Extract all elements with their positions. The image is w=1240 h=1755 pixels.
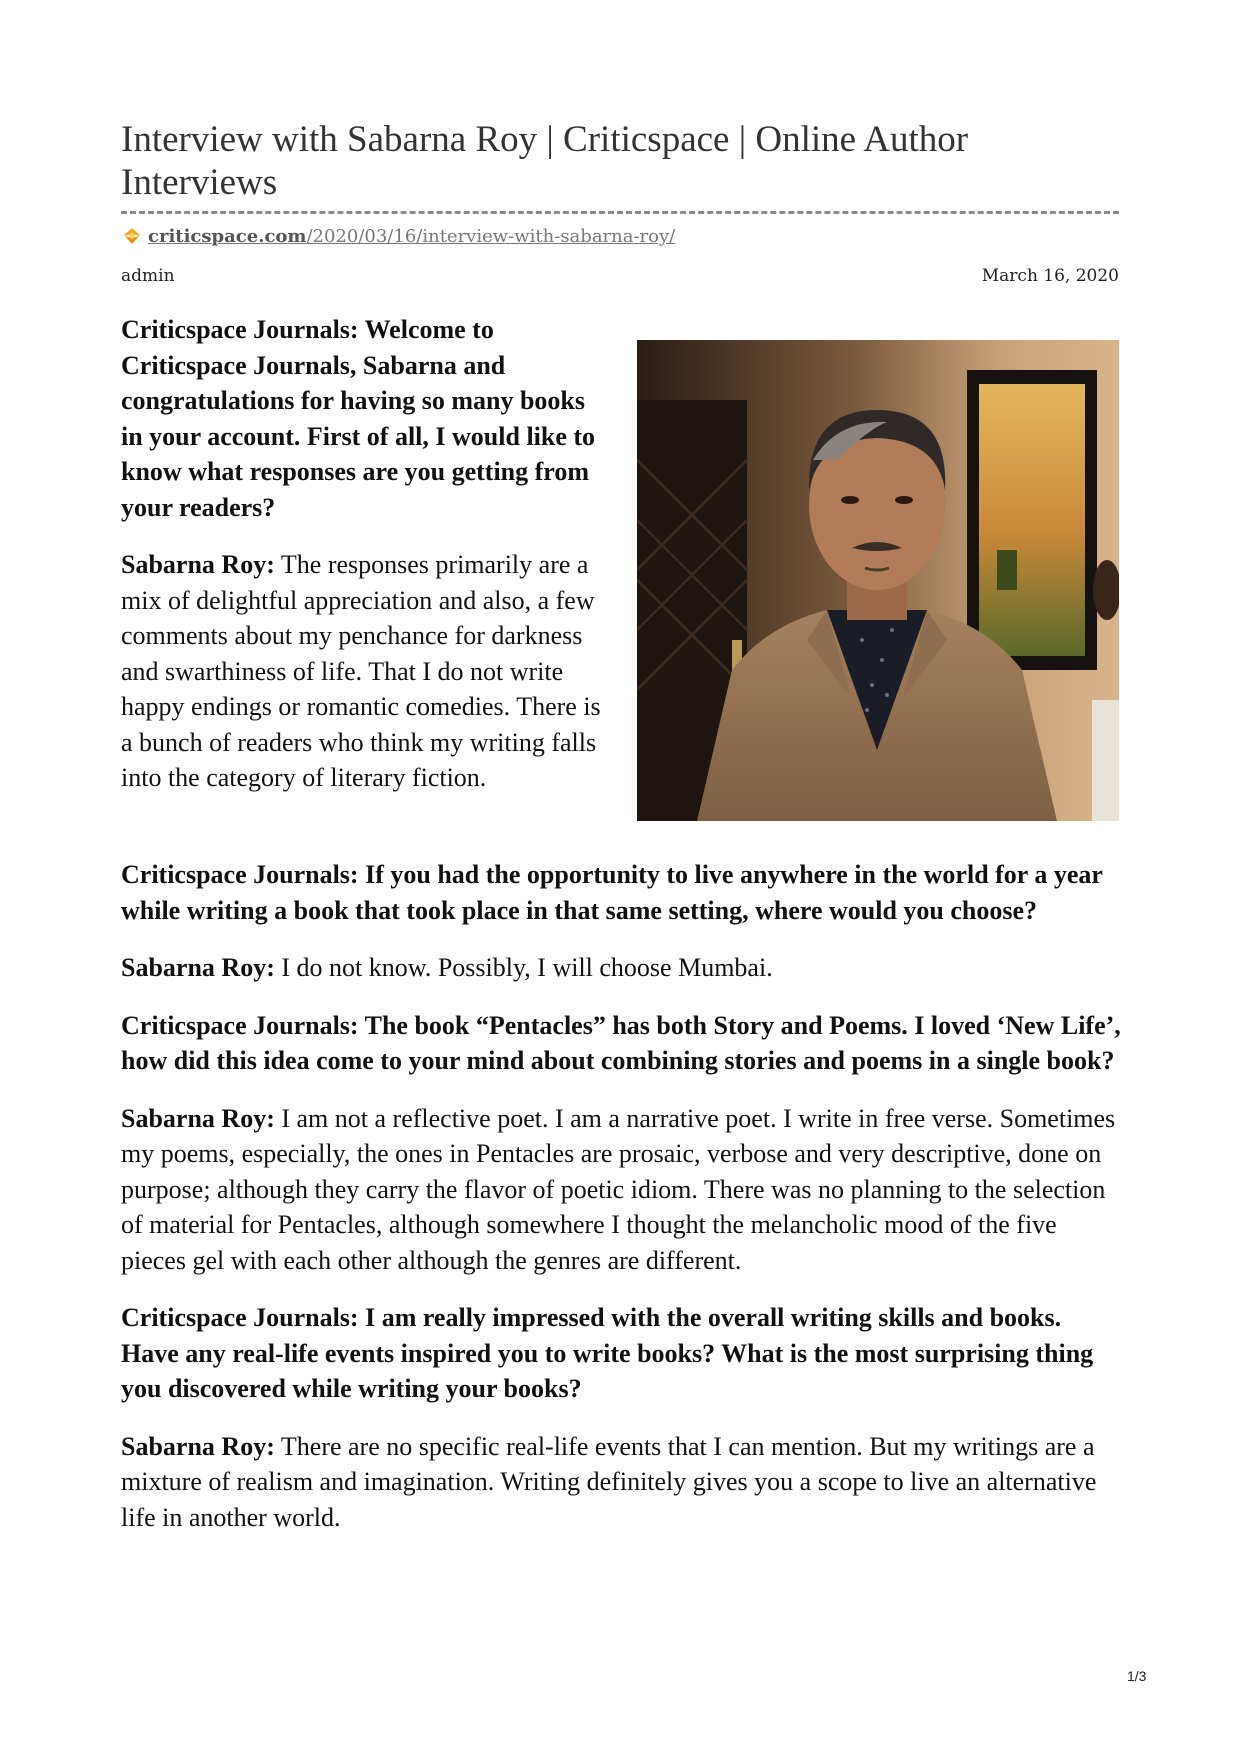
page-number: 1/3 [1127, 1668, 1147, 1684]
answer-2-text: I do not know. Possibly, I will choose Mumbai. [281, 953, 773, 982]
question-2: Criticspace Journals: If you had the opportunity to live anywhere in the world for a year while writing a book that took place in that same setting, where would you choose? [121, 860, 1103, 925]
answer-4 [121, 1429, 1121, 1536]
post-author: admin [121, 266, 175, 286]
answer-1-speaker: Sabarna Roy: [121, 550, 275, 579]
answer-4-text: There are no specific real-life events that I can mention. But my writings are a mixture of realism and imagination. Writing definitely gives you a scope to live an alternative life in another world. [121, 1431, 1097, 1532]
title-divider [121, 211, 1119, 214]
interview-block-1 [121, 312, 611, 818]
interview-continued [121, 857, 1121, 1557]
answer-3-speaker: Sabarna Roy: [121, 1103, 275, 1133]
post-date: March 16, 2020 [981, 266, 1119, 286]
question-4: Criticspace Journals: I am really impressed with the overall writing skills and books. Have any real-life events inspired you to write books? What is the most surprising thing you discovered while writing your books? [121, 1303, 1094, 1403]
post-meta [121, 264, 1119, 288]
answer-4-speaker: Sabarna Roy: [121, 1431, 275, 1461]
answer-3 [121, 1101, 1121, 1279]
answer-2 [121, 950, 1121, 986]
author-portrait-photo [637, 340, 1119, 821]
question-1: Criticspace Journals: Welcome to Criticspace Journals, Sabarna and congratulations for having so many books in your account. First of all, I would like to know what responses are you getting from your readers? [121, 315, 596, 522]
page-title: Interview with Sabarna Roy | Criticspace | Online Author Interviews [121, 119, 969, 203]
answer-3-text: I am not a reflective poet. I am a narrative poet. I write in free verse. Sometimes my poems, especially, the ones in Pentacles are prosaic, verbose and very descriptive, done on purpose; although they carry the flavor of poetic idiom. There was no planning to the selection of material for Pentacles, although somewhere I thought the melancholic mood of the five pieces gel with each other although the genres are different. [121, 1103, 1116, 1275]
url-domain: criticspace.com [148, 226, 307, 247]
question-3: Criticspace Journals: The book “Pentacles” has both Story and Poems. I loved ‘New Life’, how did this idea come to your mind about combining stories and poems in a single book? [121, 1010, 1121, 1075]
site-favicon-icon [121, 226, 143, 246]
answer-1-text: The responses primarily are a mix of delightful appreciation and also, a few comments about my penchance for darkness and swarthiness of life. That I do not write happy endings or romantic comedies. There is a bunch of readers who think my writing falls into the category of literary fiction. [121, 550, 601, 792]
url-path: /2020/03/16/interview-with-sabarna-roy/ [306, 226, 676, 247]
source-link[interactable] [148, 226, 675, 247]
answer-1 [121, 547, 611, 796]
source-url [121, 224, 675, 250]
answer-2-speaker: Sabarna Roy: [121, 953, 275, 982]
